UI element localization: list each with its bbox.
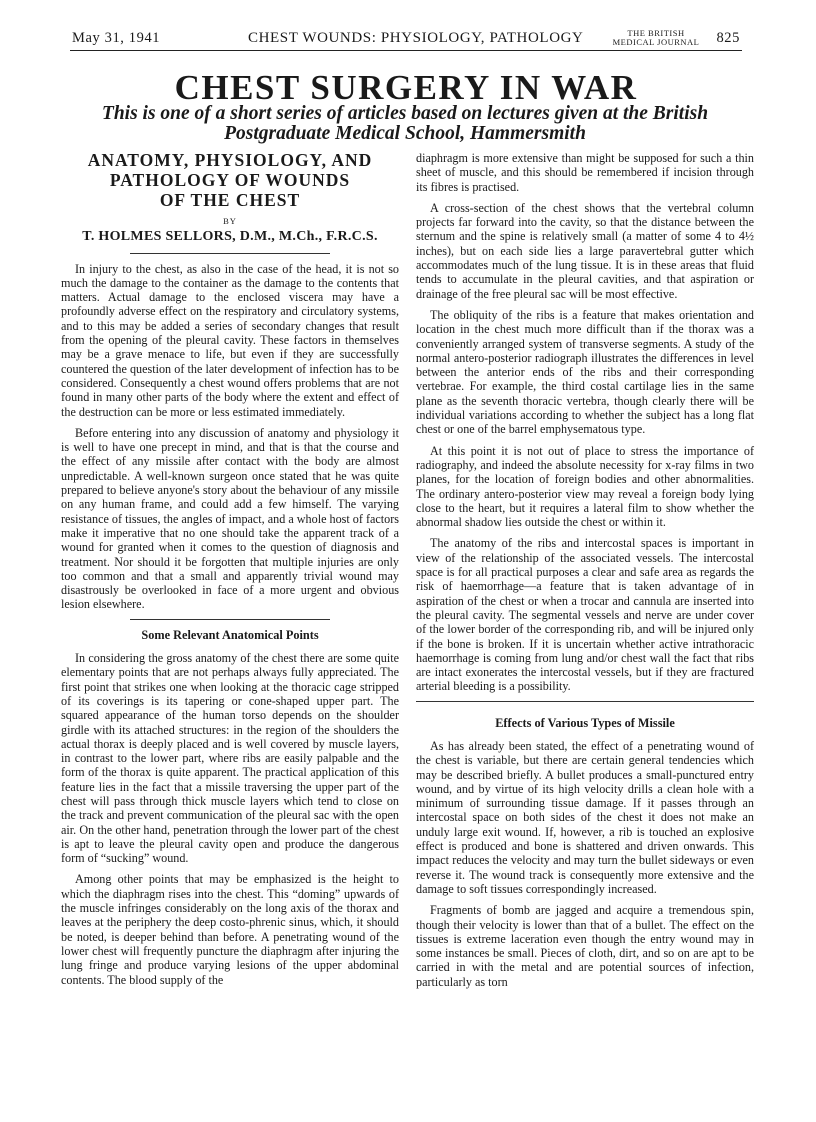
paragraph: In considering the gross anatomy of the chest there are some quite elementary points that are not perhaps always fully appreciated. The first point that strikes one when looking at the thoracic cage stripped of its coverings is its tapering or cone-shaped upper part. The squared appearance of the human torso depends on the shoulder girdle with its attached structures: in the region of the shoulders the actual thorax is deeply placed and is well covered by muscle layers, in contrast to the lower part, where ribs are easily palpable and the form of the thorax is quite apparent. The practical application of this feature lies in the fact that a missile traversing the upper part of the chest will pass through thick muscle layers which tend to close on the track and prevent communication of the pleural sac with the open air. On the other hand, penetration through the lower part of the chest is apt to leave the pleural cavity open and produce the dangerous form of “sucking” wound. (61, 651, 399, 866)
header-rule (70, 50, 742, 51)
paragraph: In injury to the chest, as also in the case of the head, it is not so much the damage to the container as the damage to the contents that matters. Actual damage to the enclosed viscera may have a profoundly adverse effect on the respiratory and circulatory systems, and to this may be added a series of secondary changes that result from the opening of the pleural cavity. These factors in themselves may be a grave menace to life, but even if they are successfully countered the question of the later development of infection has to be considered. Consequently a chest wound offers problems that are not found in many other parts of the body where the extent and effect of the destruction can be more or less estimated immediately. (61, 261, 399, 419)
byline-by: BY (223, 216, 237, 226)
series-title: CHEST SURGERY IN WAR (174, 68, 638, 107)
article-title-line2: PATHOLOGY OF WOUNDS (109, 170, 351, 190)
paragraph: A cross-section of the chest shows that the vertebral column projects far forward into the cavity, so that the distance between the sternum and the spine is relatively small (a matter of some 4 to 4½ inches), but on each side lies a large paravertebral gutter which accommodates much of the lung tissue. It is in these areas that fluid tends to accumulate in the pleural cavities, and that aspiration or drainage of the free pleural sac will be most effective. (416, 200, 754, 301)
paragraph: The anatomy of the ribs and intercostal spaces is important in view of the relationship of the associated vessels. The intercostal space is for all practical purposes a clear and safe area as regards the risk of haemorrhage—a feature that is taken advantage of in aspiration of the chest or when a trocar and cannula are inserted into the pleural cavity. The segmental vessels and nerve are under cover of the lower border of the corresponding rib, and will be injured only if the bone is broken. If it is uncertain whether active intrathoracic haemorrhage is coming from lung and/or chest wall the fact that ribs are intact exonerates the intercostal vessels, but if they are fractured arterial bleeding is a possibility. (416, 536, 754, 694)
section-rule (130, 619, 330, 620)
paragraph-continued: diaphragm is more extensive than might be supposed for such a thin sheet of muscle, and this should be remembered if incision through its fibres is practised. (416, 151, 754, 194)
article-title-line1: ANATOMY, PHYSIOLOGY, AND (87, 150, 373, 170)
author-byline: T. HOLMES SELLORS, D.M., M.Ch., F.R.C.S. (82, 229, 378, 245)
paragraph: Among other points that may be emphasized is the height to which the diaphragm rises into the chest. This “doming” upwards of the muscle infringes considerably on the long axis of the thorax and leaves at the periphery the deep costo-phrenic sinus, which, it should be noted, is deeper behind than before. A penetrating wound of the lower chest will frequently puncture the diaphragm after injuring the lung fringe and produce varying lesions of the upper abdominal contents. The blood supply of the (61, 872, 399, 987)
article-title-line3: OF THE CHEST (159, 190, 301, 210)
section-heading-anatomical-points: Some Relevant Anatomical Points (141, 627, 319, 642)
series-subtitle: This is one of a short series of articles based on lectures given at the British Postgraduate Medical School, Hammersmith (101, 103, 709, 144)
byline-rule (130, 253, 330, 254)
page-number: 825 (716, 30, 740, 46)
paragraph: As has already been stated, the effect of a penetrating wound of the chest is variable, but there are certain general tendencies which may be described briefly. A bullet produces a small-punctured entry wound, and by virtue of its high velocity drills a clean hole with a minimum of surrounding tissue damage. If it passes through an intercostal space on both sides of the chest it does not make an unduly large exit wound. If, however, a rib is touched an explosive effect is produced and bone is shattered and driven onwards. This impact reduces the velocity and may turn the bullet sideways or even reverse it. The wound track is consequently more extensive and the damage to soft tissues correspondingly increased. (416, 738, 754, 896)
running-title: CHEST WOUNDS: PHYSIOLOGY, PATHOLOGY (248, 30, 584, 46)
running-head (72, 28, 740, 48)
paragraph: The obliquity of the ribs is a feature that makes orientation and location in the chest much more difficult than if the thorax was a conveniently arranged system of transverse segments. A study of the normal antero-posterior radiograph illustrates the differences in level between the anterior ends of the ribs and their corresponding vertebrae. For example, the third costal cartilage lies in the same plane as the seventh thoracic vertebra, though clearly there will be individual variations according to whether the subject has a long flat chest or one of the barrel emphysematous type. (416, 307, 754, 437)
paragraph: Before entering into any discussion of anatomy and physiology it is well to have one precept in mind, and that is that the course and the effect of any missile after contact with the body are almost unpredictable. A well-known surgeon once stated that he was quite prepared to believe anyone's story about the behaviour of any missile on any human frame, and could add a few himself. The varying resistance of tissues, the angles of impact, and a whole host of factors make it imperative that no one should take the apparent track of a wound for granted when it comes to the question of diagnosis and treatment. Nor should it be forgotten that multiple injuries are only too common and that a small and apparently trivial wound may disastrously be overlooked in face of a more urgent and obvious lesion elsewhere. (61, 425, 399, 612)
journal-name (610, 29, 702, 47)
section-heading-missile-types: Effects of Various Types of Missile (495, 715, 675, 730)
left-column (61, 150, 399, 994)
article-title (61, 150, 399, 210)
paragraph: Fragments of bomb are jagged and acquire a tremendous spin, though their velocity is lower than that of a bullet. The effect on the tissues is extreme laceration even though the entry wound may in some instances be small. Pieces of cloth, dirt, and so on are apt to be carried in with the metal and are potential sources of infection, particularly as torn (416, 903, 754, 989)
section-rule (416, 701, 754, 702)
issue-date: May 31, 1941 (72, 30, 161, 46)
paragraph: At this point it is not out of place to stress the importance of radiography, and indeed the absolute necessity for x-ray films in two planes, for the location of foreign bodies and other abnormalities. The ordinary antero-posterior view may reveal a foreign body lying close to the heart, but it requires a lateral film to show whether the abnormal shadow lies outside the chest or within it. (416, 443, 754, 530)
journal-name-line1: THE BRITISH (627, 28, 685, 38)
right-column (416, 151, 754, 996)
journal-name-line2: MEDICAL JOURNAL (612, 37, 700, 47)
